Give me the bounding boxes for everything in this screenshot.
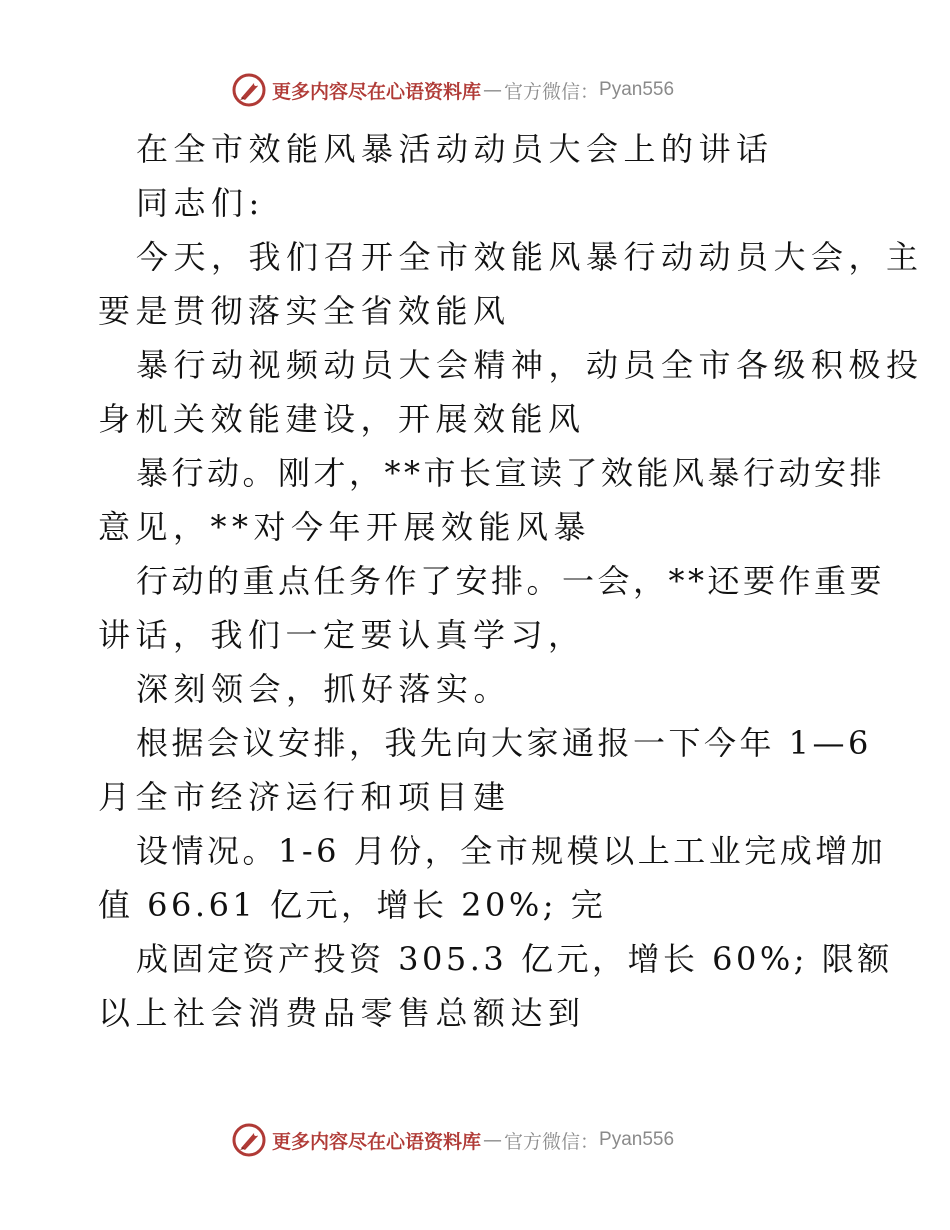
- banner-slogan: 更多内容尽在心语资料库: [272, 1130, 482, 1153]
- document-title: 在全市效能风暴活动动员大会上的讲话: [136, 130, 774, 168]
- salutation: 同志们:: [136, 184, 265, 222]
- text-line: 成固定资产投资 305.3 亿元，增长 60%; 限额: [136, 940, 893, 978]
- text-line: 要是贯彻落实全省效能风: [98, 292, 511, 330]
- pen-logo-icon: [232, 73, 266, 107]
- text-line: 深刻领会，抓好落实。: [136, 670, 512, 708]
- text-line: 月全市经济运行和项目建: [98, 778, 511, 816]
- banner-slogan: 更多内容尽在心语资料库: [272, 80, 482, 103]
- text-line: 暴行动视频动员大会精神，动员全市各级积极投: [136, 346, 924, 384]
- pen-logo-icon: [232, 1123, 266, 1157]
- banner-dash: —: [483, 1129, 503, 1151]
- text-line: 以上社会消费品零售总额达到: [98, 994, 586, 1032]
- footer-banner: [232, 1120, 722, 1160]
- text-line: 值 66.61 亿元，增长 20%; 完: [98, 886, 607, 924]
- header-banner: [232, 70, 722, 110]
- text-line: 行动的重点任务作了安排。一会，**还要作重要: [136, 562, 886, 600]
- text-line: 今天，我们召开全市效能风暴行动动员大会，主: [136, 238, 924, 276]
- text-line: 设情况。1-6 月份，全市规模以上工业完成增加: [136, 832, 887, 870]
- text-line: 身机关效能建设，开展效能风: [98, 400, 586, 438]
- text-line: 讲话，我们一定要认真学习，: [98, 616, 586, 654]
- banner-dash: —: [483, 79, 503, 101]
- banner-wechat-label: 官方微信：: [504, 1130, 600, 1153]
- banner-wechat-id: Pyan556: [599, 79, 675, 100]
- document-body: [98, 122, 924, 1040]
- text-line: 根据会议安排，我先向大家通报一下今年 1—6: [136, 724, 872, 762]
- text-line: 意见，**对今年开展效能风暴: [98, 508, 592, 546]
- banner-wechat-label: 官方微信：: [504, 80, 600, 103]
- banner-wechat-id: Pyan556: [599, 1129, 675, 1150]
- text-line: 暴行动。刚才，**市长宣读了效能风暴行动安排: [136, 454, 886, 492]
